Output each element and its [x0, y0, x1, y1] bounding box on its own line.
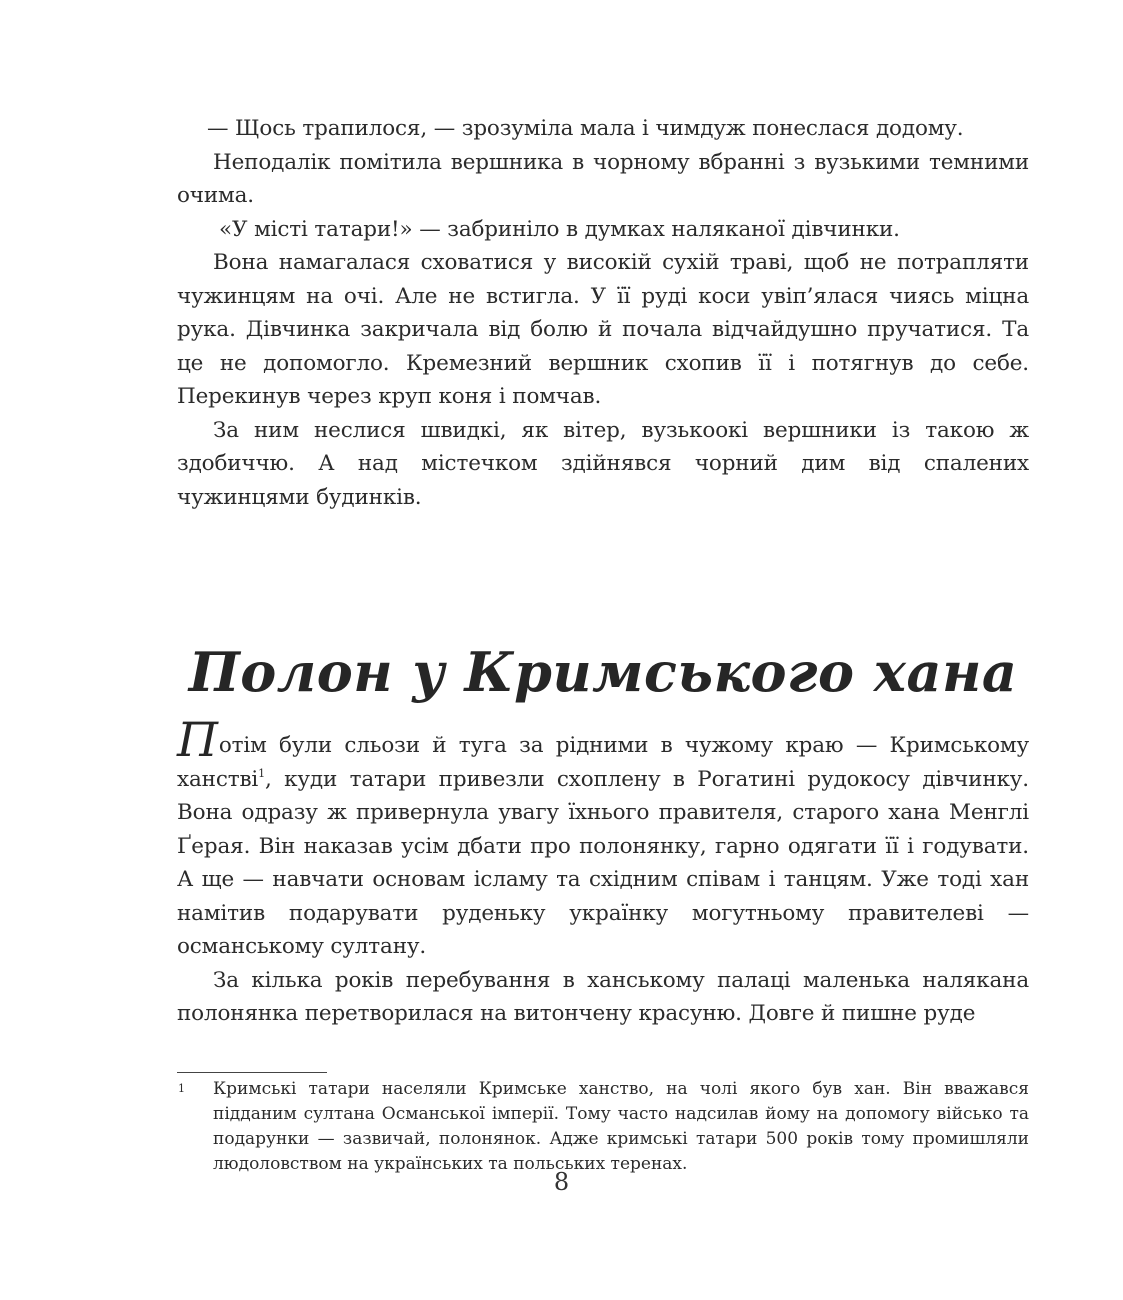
footnote	[177, 1077, 1029, 1177]
first-paragraph-text-b: , куди татари привезли схоплену в Рогатині рудокосу дівчинку. Вона одразу ж привернула увагу їхнього правителя, старого хана Менглі Ґерая. Він наказав усім дбати про полонянку, гарно одягати її і годувати. А ще — навчати основам ісламу та східним співам і танцям. Уже тоді хан намітив подарувати руденьку українку могутньому правителеві — османському султану.	[177, 766, 1029, 959]
footnote-mark: 1	[178, 1081, 185, 1095]
paragraph-smoke: За ним неслися швидкі, як вітер, вузькоокі вершники із такою ж здобиччю. А над містечком здійнявся чорний дим від спалених чужинцями будинків.	[177, 417, 1029, 510]
footnote-divider	[177, 1072, 327, 1073]
chapter-second-paragraph: За кілька років перебування в ханському палаці маленька налякана полонянка перетворилася на витончену красуню. Довге й пишне руде	[177, 967, 1029, 1026]
first-paragraph-text-a: отім були сльози й туга за рідними в чужому краю — Кримському ханстві	[177, 733, 1029, 792]
drop-cap-letter: П	[177, 713, 218, 768]
paragraph-capture: Вона намагалася сховатися у високій сухій траві, щоб не потрапляти чужинцям на очі. Але не встигла. У її руді коси увіп’ялася чиясь міцна рука. Дівчинка закричала від болю й почала відчайдушно пручатися. Та це не допомогло. Кремезний вершник схопив її і потягнув до себе. Перекинув через круп коня і помчав.	[177, 250, 1029, 409]
chapter-body	[177, 713, 1029, 1031]
footnote-reference[interactable]: 1	[258, 766, 265, 780]
footnote-text: Кримські татари населяли Кримське ханство, на чолі якого був хан. Він вважався підданим султана Османської імперії. Тому часто надсилав йому на допомогу військо та подарунки — зазвичай, полонянок. Адже кримські татари 500 років тому промишляли людоловством на українських та польських теренах.	[213, 1078, 1029, 1174]
chapter-title: Полон у Кримського хана	[188, 640, 1018, 704]
page-content	[177, 112, 1029, 1177]
paragraph-thought: «У місті татари!» — забриніло в думках наляканої дівчинки.	[219, 216, 900, 242]
paragraph-dialog-1: — Щось трапилося, — зрозуміла мала і чимдуж понеслася додому.	[207, 116, 964, 141]
chapter-first-paragraph	[177, 713, 1029, 964]
page-number: 8	[553, 1168, 570, 1196]
paragraph-rider: Неподалік помітила вершника в чорному вбранні з вузькими темними очима.	[177, 149, 1029, 208]
